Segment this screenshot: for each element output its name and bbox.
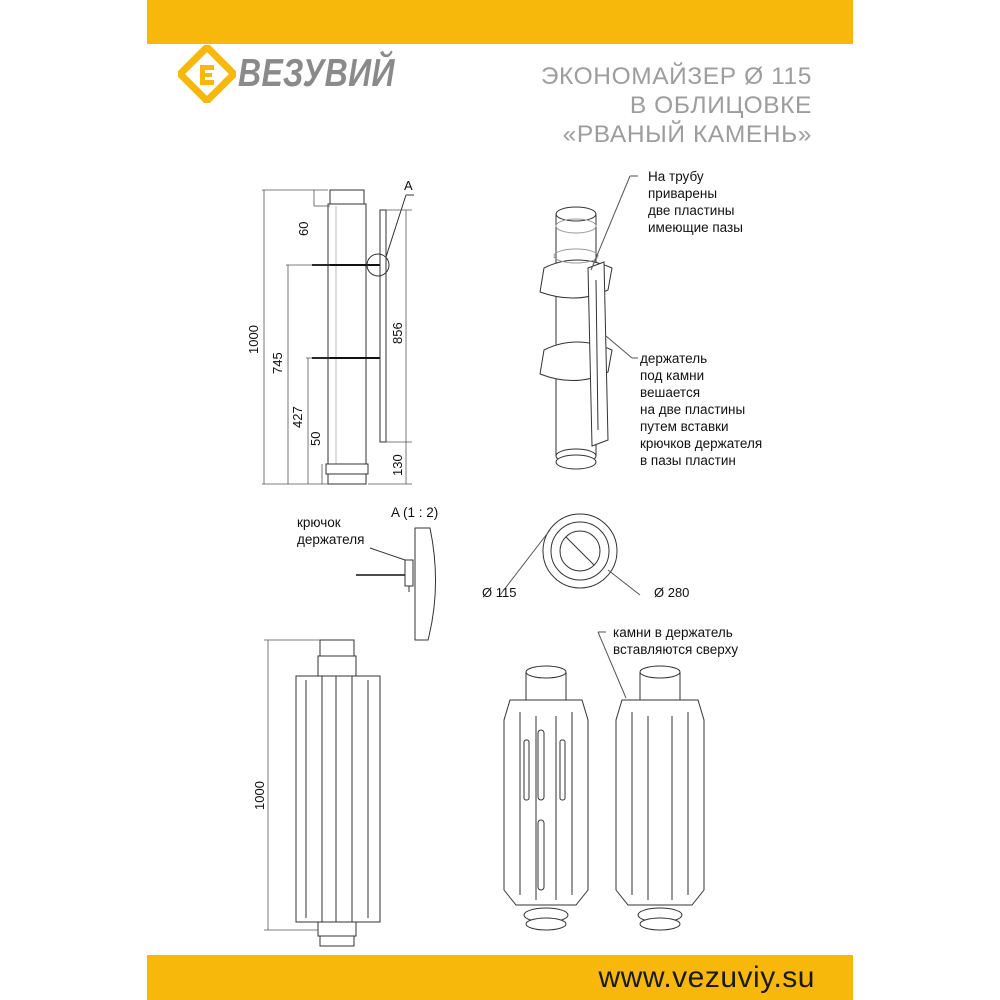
cladding-elevation: [296, 640, 380, 946]
detail-a-hook: [356, 528, 436, 640]
holder-note: держатель под камни вешается на две пластины путем вставки крючков держателя в пазы пластин: [640, 351, 763, 468]
title-line-2: В ОБЛИЦОВКЕ: [629, 92, 812, 119]
dim-50: 50: [308, 431, 323, 446]
title-line-3: «РВАНЫЙ КАМЕНЬ»: [562, 121, 812, 148]
dim-1000: 1000: [246, 325, 261, 354]
dim-427: 427: [290, 406, 305, 428]
stones-note: камни в держатель вставляются сверху: [613, 625, 739, 657]
brand-name: ВЕЗУВИЙ: [238, 52, 395, 95]
top-view: [500, 514, 640, 595]
website-url[interactable]: www.vezuviy.su: [598, 961, 815, 994]
dim-diameter-280: Ø 280: [654, 585, 690, 600]
dim-856: 856: [390, 322, 405, 344]
plates-note: На трубу приварены две пластины имеющие пазы: [648, 169, 743, 235]
title-line-1: ЭКОНОМАЙЗЕР Ø 115: [540, 63, 812, 90]
hook-label: крючок держателя: [297, 515, 365, 547]
dim-130: 130: [390, 454, 405, 476]
open-holder-3d: [504, 666, 588, 930]
dim-diameter-115: Ø 115: [482, 585, 517, 600]
stones-holder-3d: [598, 632, 704, 930]
dim-1000-cladding: 1000: [252, 781, 267, 810]
detail-a-label: A (1 : 2): [391, 505, 439, 520]
label-a: A: [404, 178, 413, 193]
dim-60: 60: [296, 221, 311, 236]
dim-745: 745: [270, 352, 285, 374]
